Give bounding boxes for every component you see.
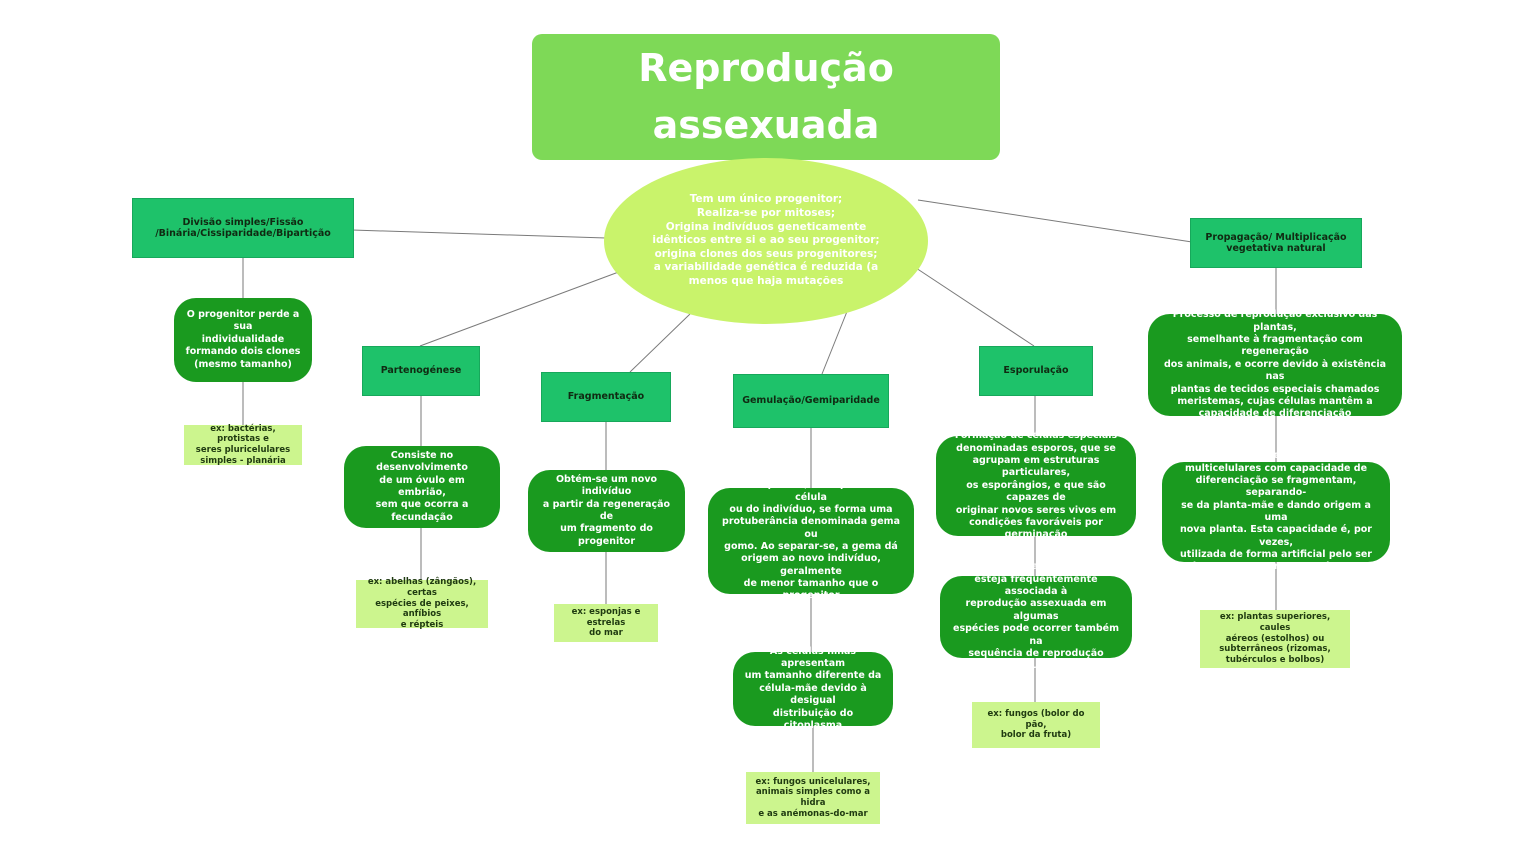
example-node-binaria: ex: bactérias, protistas e seres pluricelulares simples - planária xyxy=(184,425,302,465)
link-center-fragmentacao xyxy=(630,314,690,372)
type-node-gemulacao: Gemulação/Gemiparidade xyxy=(733,374,889,428)
desc-node-esporulacao: Formação de células especiais denominadas esporos, que se agrupam em estruturas particulares, os esporângios, e que são capazes de originar novos seres vivos em condições favoráveis por germinação xyxy=(936,436,1136,536)
secondary-node-gemulacao: As células filhas apresentam um tamanho diferente da célula-mãe devido à desigual distribuição do citoplasma xyxy=(733,652,893,726)
link-center-partenogenese xyxy=(420,270,624,346)
link-center-binaria xyxy=(352,230,606,238)
type-node-fragmentacao: Fragmentação xyxy=(541,372,671,422)
example-node-partenogenese: ex: abelhas (zângãos), certas espécies de peixes, anfíbios e répteis xyxy=(356,580,488,628)
secondary-node-vegetativa: Ocorre quando certos organismos multicelulares com capacidade de diferenciação se fragmentam, separando- se da planta-mãe e dando origem a uma nova planta. Esta capacidade é, por vezes, utilizada de forma artificial pelo ser humano para propagar plantas xyxy=(1162,462,1390,562)
desc-node-vegetativa: Processo de reprodução exclusivo das plantas, semelhante à fragmentação com regeneração dos animais, e ocorre devido à existência nas plantas de tecidos especiais chamados meristemas, cujas células mantêm a capacidade de diferenciação xyxy=(1148,314,1402,416)
link-center-vegetativa xyxy=(918,200,1192,242)
desc-node-gemulacao: Ocorre quando, na superfície da célula ou do indivíduo, se forma uma protuberância denominada gema ou gomo. Ao separar-se, a gema dá origem ao novo indivíduo, geralmente de menor tamanho que o progenitor xyxy=(708,488,914,594)
desc-node-partenogenese: Consiste no desenvolvimento de um óvulo em embrião, sem que ocorra a fecundação xyxy=(344,446,500,528)
desc-node-fragmentacao: Obtém-se um novo indivíduo a partir da regeneração de um fragmento do progenitor xyxy=(528,470,685,552)
link-center-esporulacao xyxy=(916,268,1034,346)
example-node-vegetativa: ex: plantas superiores, caules aéreos (estolhos) ou subterrâneos (rizomas, tubérculos e bolbos) xyxy=(1200,610,1350,668)
type-node-binaria: Divisão simples/Fissão /Binária/Cissiparidade/Bipartição xyxy=(132,198,354,258)
secondary-node-esporulacao: Embora a formação de esporos esteja frequentemente associada à reprodução assexuada em algumas espécies pode ocorrer também na sequência de reprodução sexuada xyxy=(940,576,1132,658)
map-title: Reprodução assexuada xyxy=(532,34,1000,160)
type-node-vegetativa: Propagação/ Multiplicação vegetativa natural xyxy=(1190,218,1362,268)
example-node-gemulacao: ex: fungos unicelulares, animais simples como a hidra e as anémonas-do-mar xyxy=(746,772,880,824)
type-node-partenogenese: Partenogénese xyxy=(362,346,480,396)
desc-node-binaria: O progenitor perde a sua individualidade formando dois clones (mesmo tamanho) xyxy=(174,298,312,382)
example-node-esporulacao: ex: fungos (bolor do pão, bolor da fruta) xyxy=(972,702,1100,748)
example-node-fragmentacao: ex: esponjas e estrelas do mar xyxy=(554,604,658,642)
type-node-esporulacao: Esporulação xyxy=(979,346,1093,396)
central-node: Tem um único progenitor; Realiza-se por mitoses; Origina indivíduos geneticamente idênticos entre si e ao seu progenitor; origina clones dos seus progenitores; a variabilidade genética é reduzida (a menos que haja mutações xyxy=(604,158,928,324)
